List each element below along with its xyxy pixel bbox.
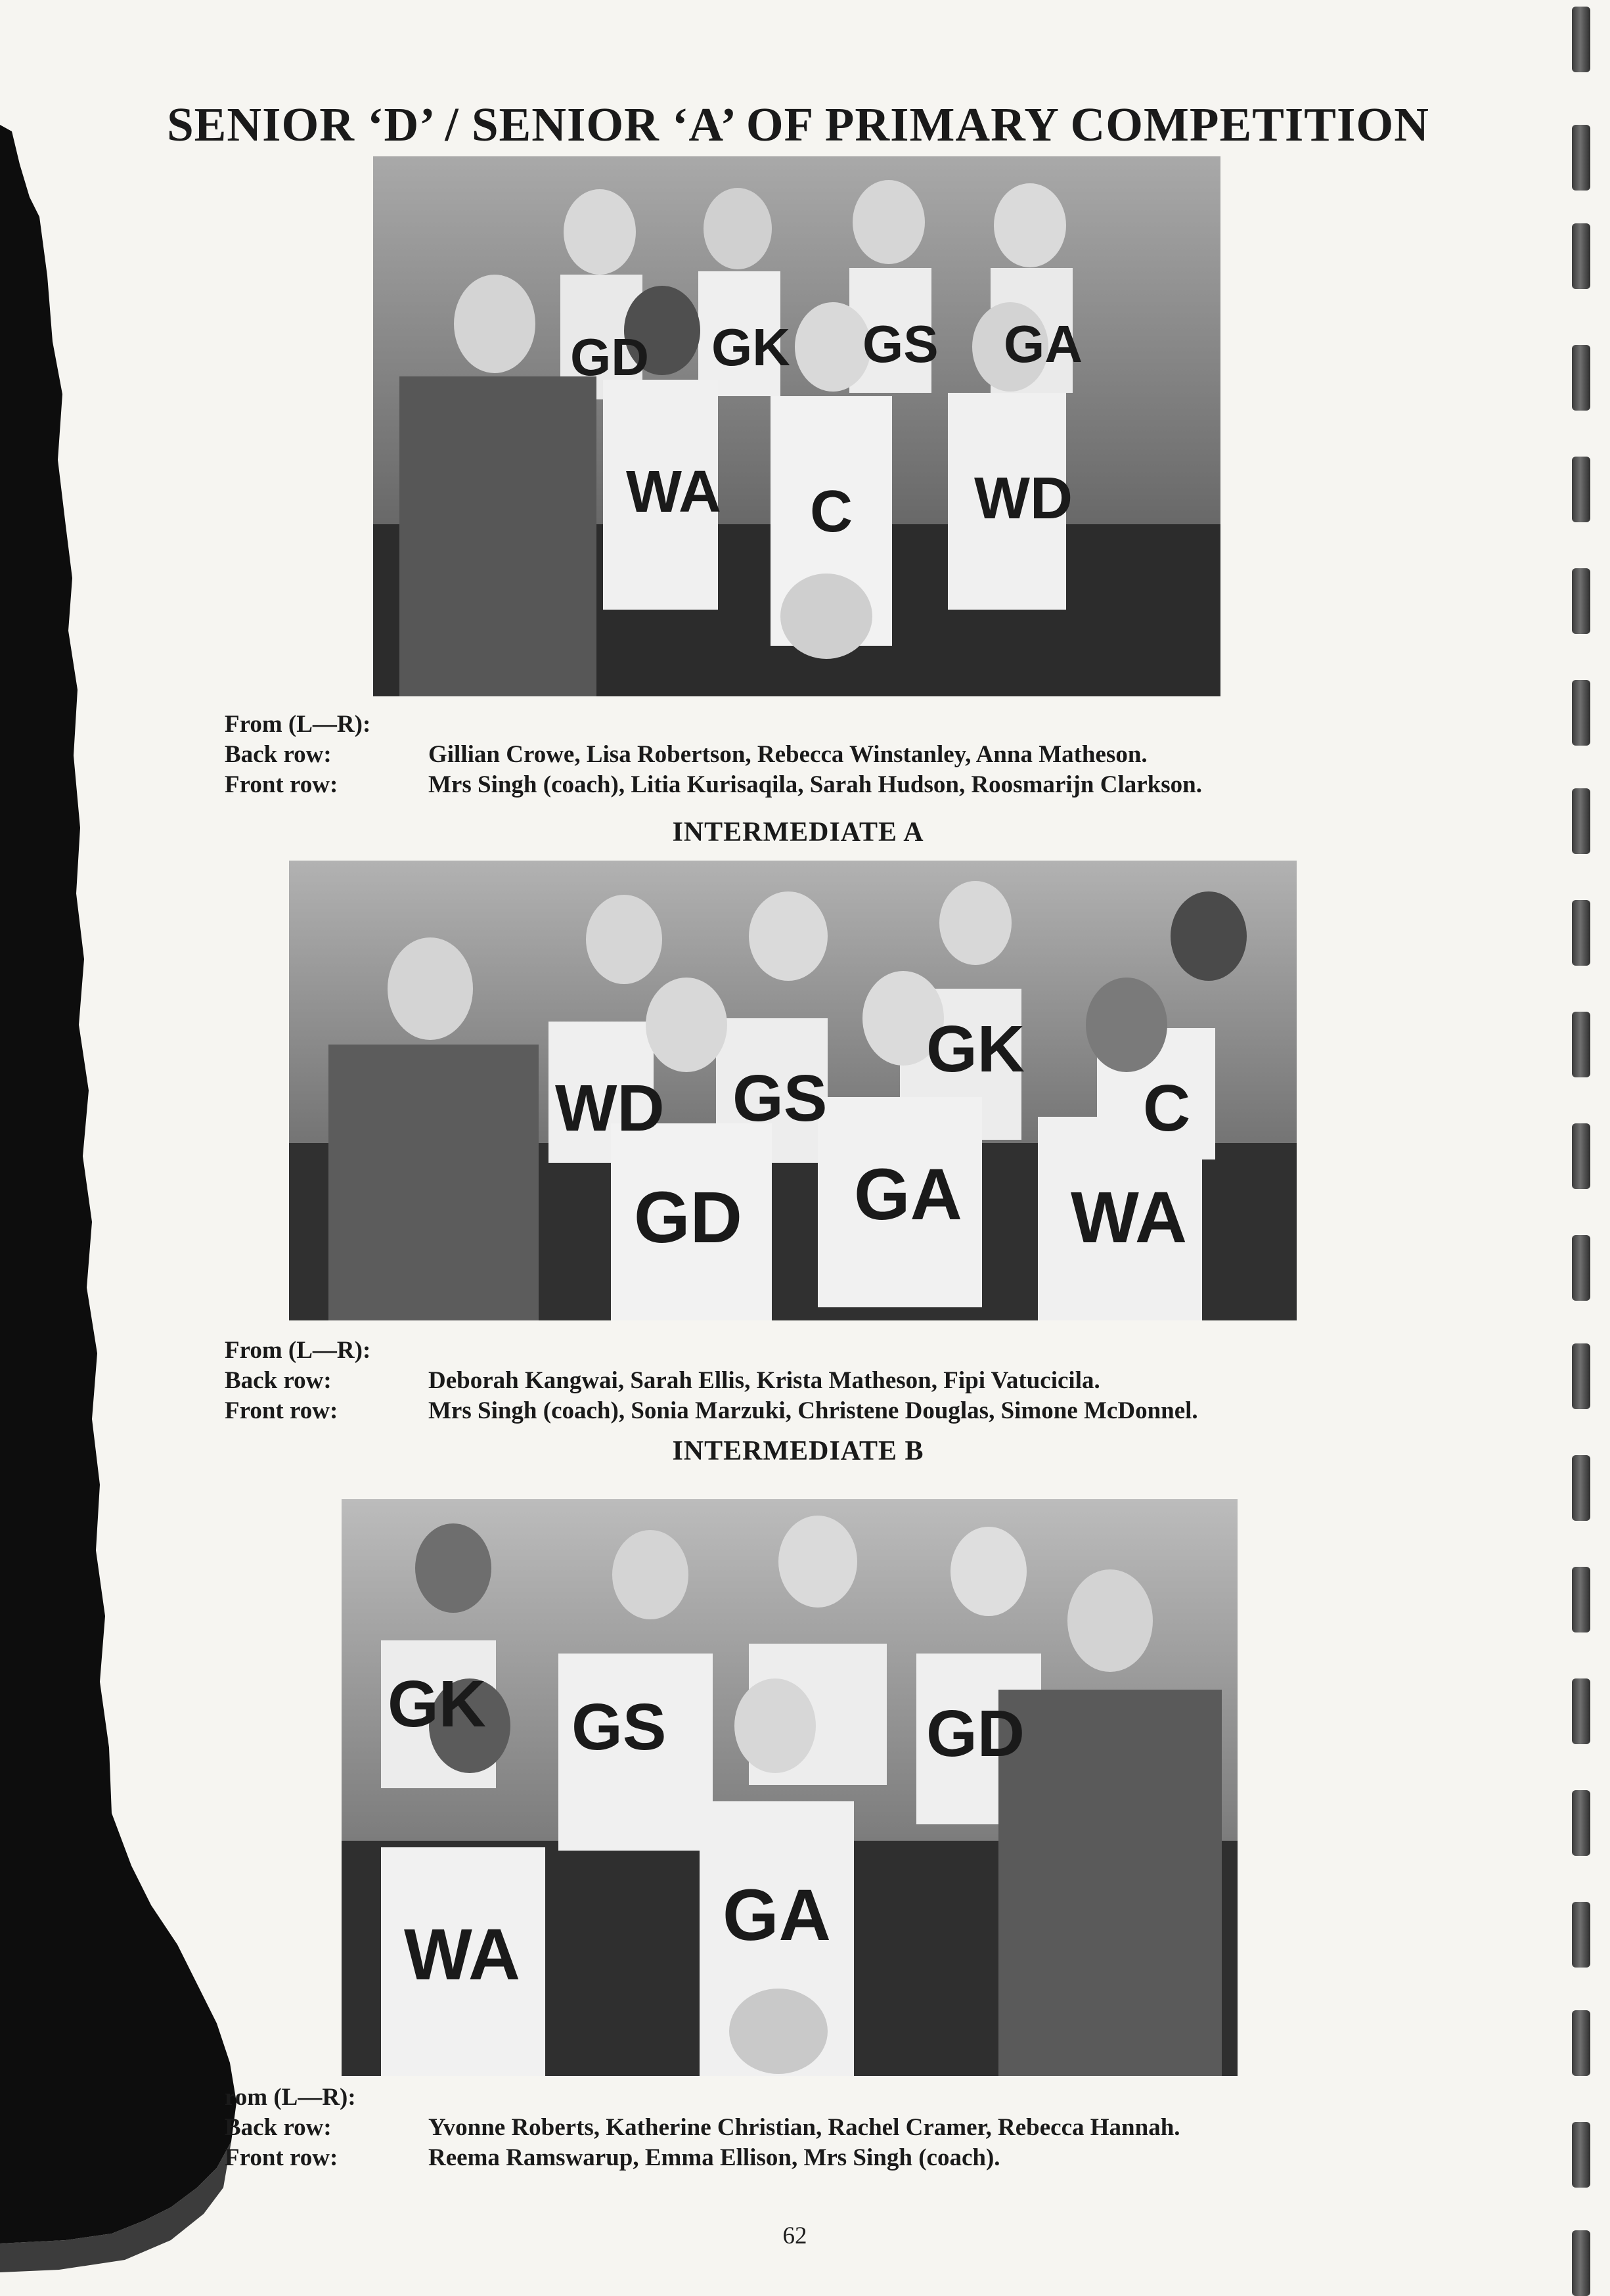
bib-label: GA xyxy=(854,1154,962,1235)
binding-hole xyxy=(1572,2122,1590,2188)
binding-hole xyxy=(1572,568,1590,634)
page-number: 62 xyxy=(782,2222,807,2249)
binding-hole xyxy=(1572,2230,1590,2296)
bib-label: GS xyxy=(862,315,939,373)
binding-hole xyxy=(1572,900,1590,966)
bib-label: GA xyxy=(723,1875,831,1956)
spiral-binding xyxy=(1538,0,1610,2272)
front-row-names: Mrs Singh (coach), Litia Kurisaqila, Sarah Hudson, Roosmarijn Clarkson. xyxy=(428,771,1202,798)
caption-senior xyxy=(225,709,1407,800)
bib-label: GA xyxy=(1004,315,1083,373)
team-photo-senior xyxy=(373,156,1220,696)
binding-hole xyxy=(1572,1455,1590,1521)
bib-label: GK xyxy=(926,1012,1025,1086)
bib-label: C xyxy=(1143,1071,1191,1145)
bib-label: GK xyxy=(711,318,790,376)
binding-hole xyxy=(1572,1902,1590,1968)
front-row-label: Front row: xyxy=(225,2144,338,2171)
bib-label: WA xyxy=(404,1914,521,1995)
bib-label: GK xyxy=(388,1667,486,1741)
binding-hole xyxy=(1572,788,1590,854)
binding-hole xyxy=(1572,345,1590,411)
caption-intermediate-b xyxy=(225,2082,1407,2173)
torn-page-edge xyxy=(0,0,263,2272)
front-row-label: Front row: xyxy=(225,771,338,798)
back-row-label: Back row: xyxy=(225,2114,332,2141)
bib-label: GD xyxy=(570,328,649,386)
back-row-names: Deborah Kangwai, Sarah Ellis, Krista Matheson, Fipi Vatucicila. xyxy=(428,1367,1100,1394)
caption-intermediate-a xyxy=(225,1336,1407,1426)
bib-label: GD xyxy=(634,1177,742,1258)
from-label: From (L—R): xyxy=(225,711,371,738)
bib-label: GD xyxy=(926,1697,1025,1770)
bib-label: WA xyxy=(1071,1177,1188,1258)
from-label: rom (L—R): xyxy=(225,2084,356,2111)
binding-hole xyxy=(1572,2010,1590,2076)
binding-hole xyxy=(1572,1790,1590,1856)
binding-hole xyxy=(1572,1678,1590,1744)
page-title: SENIOR ‘D’ / SENIOR ‘A’ OF PRIMARY COMPETITION xyxy=(167,98,1429,151)
binding-hole xyxy=(1572,1343,1590,1409)
binding-hole xyxy=(1572,125,1590,191)
back-row-names: Yvonne Roberts, Katherine Christian, Rachel Cramer, Rebecca Hannah. xyxy=(428,2114,1180,2141)
binding-hole xyxy=(1572,1123,1590,1189)
team-photo-intermediate-a xyxy=(289,861,1297,1320)
binding-hole xyxy=(1572,680,1590,746)
front-row-names: Reema Ramswarup, Emma Ellison, Mrs Singh (coach). xyxy=(428,2144,1000,2171)
binding-hole xyxy=(1572,223,1590,289)
bib-label: WA xyxy=(626,459,721,525)
front-row-names: Mrs Singh (coach), Sonia Marzuki, Christene Douglas, Simone McDonnel. xyxy=(428,1397,1198,1424)
from-label: From (L—R): xyxy=(225,1337,371,1364)
back-row-label: Back row: xyxy=(225,741,332,768)
bib-label: C xyxy=(810,479,853,545)
front-row-label: Front row: xyxy=(225,1397,338,1424)
binding-hole xyxy=(1572,7,1590,72)
bib-label: WD xyxy=(555,1071,665,1145)
binding-hole xyxy=(1572,457,1590,522)
bib-label: GS xyxy=(571,1690,667,1764)
binding-hole xyxy=(1572,1567,1590,1632)
back-row-label: Back row: xyxy=(225,1367,332,1394)
binding-hole xyxy=(1572,1012,1590,1077)
bib-label: GS xyxy=(732,1062,828,1135)
binding-hole xyxy=(1572,1235,1590,1301)
section-heading-intermediate-b: INTERMEDIATE B xyxy=(672,1436,924,1466)
team-photo-intermediate-b xyxy=(342,1499,1238,2076)
section-heading-intermediate-a: INTERMEDIATE A xyxy=(672,817,924,847)
bib-label: WD xyxy=(974,466,1073,531)
back-row-names: Gillian Crowe, Lisa Robertson, Rebecca Winstanley, Anna Matheson. xyxy=(428,741,1148,768)
